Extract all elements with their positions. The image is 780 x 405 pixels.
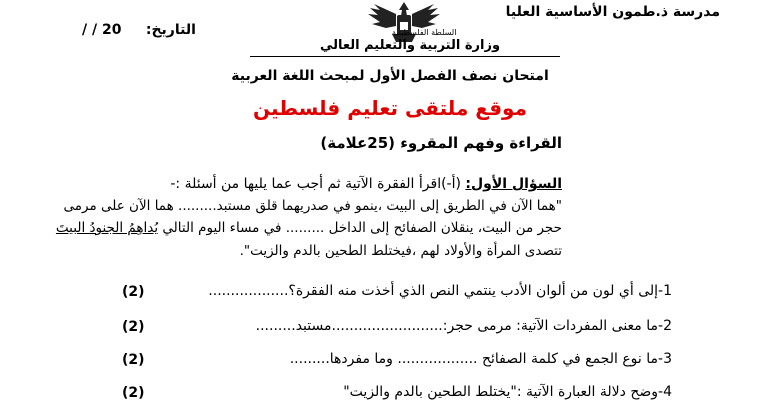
date-field xyxy=(82,22,196,38)
seal-caption: السلطة الفلسطينية xyxy=(392,28,457,37)
date-value: / / 20 xyxy=(82,22,122,38)
question-1-marks: (2) xyxy=(122,284,145,300)
header-divider xyxy=(250,56,560,57)
passage-line-3: تتصدى المرأة والأولاد لهم ،فيختلط الطحين بالدم والزيت". xyxy=(239,243,562,259)
question-1-title: السؤال الأول: xyxy=(465,176,562,192)
question-item-4: 4-وضح دلالة العبارة الآتية :"يختلط الطحين بالدم والزيت" xyxy=(343,384,672,400)
site-name: موقع ملتقى تعليم فلسطين xyxy=(253,96,527,120)
question-1-header xyxy=(170,176,562,192)
ministry-name: وزارة التربية والتعليم العالي xyxy=(320,38,501,53)
question-3-marks: (2) xyxy=(122,352,145,368)
exam-title: امتحان نصف الفصل الأول لمبحث اللغة العربية xyxy=(231,68,549,84)
passage-line-1: "هما الآن في الطريق إلى البيت ،ينمو في صدريهما قلق مستبد......... هما الآن على مرمى xyxy=(63,198,562,214)
question-2-marks: (2) xyxy=(122,319,145,335)
date-label: التاريخ: xyxy=(145,22,196,38)
question-4-marks: (2) xyxy=(122,385,145,401)
question-item-3: 3-ما نوع الجمع في كلمة الصفائح .................. وما مفردها......... xyxy=(289,351,672,367)
question-1-instruction: (أ-)اقرأ الفقرة الآتية ثم أجب عما يليها من أسئلة :- xyxy=(170,176,461,192)
passage-line-2-text: حجر من البيت، ينقلان الصفائح إلى الداخل ......... في مساء اليوم التالي xyxy=(158,220,562,236)
section-title: القراءة وفهم المقروء (25علامة) xyxy=(320,134,562,152)
passage-underlined-phrase: يُداهِمُ الجنودُ البيتَ xyxy=(55,220,159,236)
question-item-1: 1-إلى أي لون من ألوان الأدب ينتمي النص الذي أخذت منه الفقرة؟.................. xyxy=(208,283,672,299)
question-item-2: 2-ما معنى المفردات الآتية: مرمى حجر:.........................مستبد......... xyxy=(255,318,672,334)
school-name: مدرسة ذ.طمون الأساسية العليا xyxy=(505,4,720,20)
passage-line-2 xyxy=(55,220,562,236)
